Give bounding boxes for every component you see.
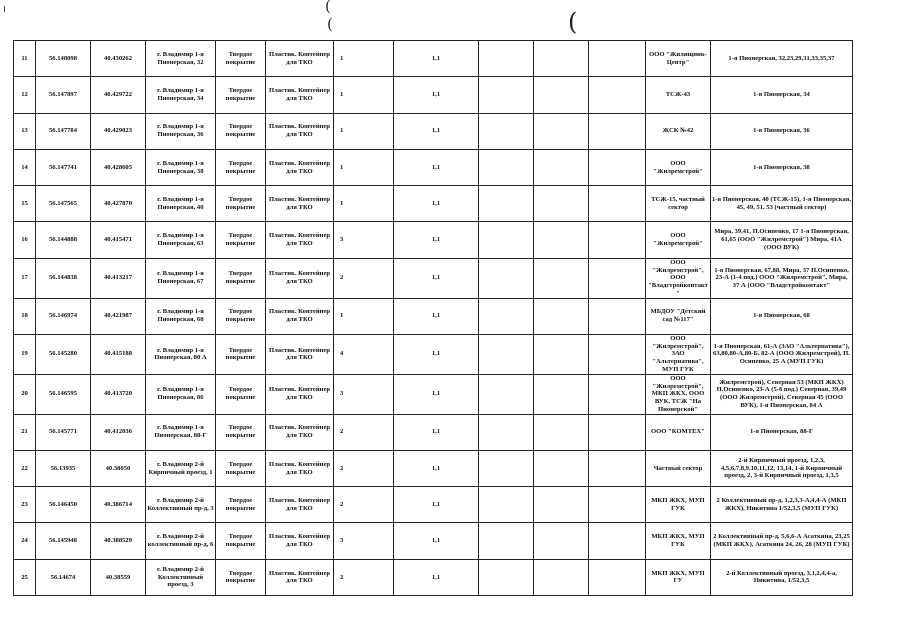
empty-cell [479,149,534,185]
empty-cell [589,414,646,450]
waste-sources-cell: 2 Коллективный пр-д, 1,2,3,3-А,4,4-А (МКП ЖКХ), Никитина 1/52,3,5 (МУП ГУК) [711,487,853,523]
latitude-cell: 56.145948 [36,523,91,559]
scan-marks [0,0,905,40]
address-cell: г. Владимир 1-я Пионерская, 88-Г [146,414,216,450]
owner-cell: ООО "Жилищник-Центр" [646,41,711,77]
empty-cell [534,298,589,334]
longitude-cell: 40.415188 [91,334,146,374]
row-number-cell: 19 [14,334,36,374]
latitude-cell: 56.146595 [36,374,91,414]
address-cell: г. Владимир 1-я Пионерская, 38 [146,149,216,185]
table-row [14,334,853,374]
surface-type-cell: Твердое покрытие [216,41,266,77]
row-number-cell: 21 [14,414,36,450]
longitude-cell: 40.386714 [91,487,146,523]
latitude-cell: 56.147565 [36,186,91,222]
container-type-cell: Пластик. Контейнер для ТКО [266,374,334,414]
empty-cell [534,334,589,374]
latitude-cell: 56.144838 [36,258,91,298]
row-number-cell: 22 [14,450,36,486]
table-row [14,222,853,258]
surface-type-cell: Твердое покрытие [216,258,266,298]
table-row [14,298,853,334]
owner-cell: МКП ЖКХ, МУП ГУК [646,523,711,559]
empty-cell [589,186,646,222]
waste-sources-cell: 1-я Пионерская, 68 [711,298,853,334]
waste-sources-cell: 1-я Пионерская, 32,23,29,31,33,35,37 [711,41,853,77]
empty-cell [479,334,534,374]
scan-tick-mark [4,6,5,12]
empty-cell [534,258,589,298]
owner-cell: ООО "Жилремстрой", МКП ЖКХ, ООО ВУК, ТСЖ "На Пионерской" [646,374,711,414]
empty-cell [589,77,646,113]
address-cell: г. Владимир 1-я Пионерская, 34 [146,77,216,113]
empty-cell [534,559,589,595]
table-row [14,258,853,298]
surface-type-cell: Твердое покрытие [216,414,266,450]
table-row [14,450,853,486]
empty-cell [479,222,534,258]
latitude-cell: 56.144888 [36,222,91,258]
waste-sources-cell: 1-я Пионерская, 40 (ТСЖ-15), 1-я Пионерская, 45, 49, 51, 53 (частный сектор) [711,186,853,222]
container-type-cell: Пластик. Контейнер для ТКО [266,334,334,374]
longitude-cell: 40.412036 [91,414,146,450]
empty-cell [589,487,646,523]
waste-sources-cell: 1-я Пионерская, 61-А (ЗАО "Альтернатива"), 63,80,80-А,80-Б, 82-А (ООО Жилремстрой), П. Осипенко, 25 А (МУП ГУК) [711,334,853,374]
table-row [14,149,853,185]
row-number-cell: 16 [14,222,36,258]
container-volume-cell: 1,1 [394,298,479,334]
waste-sources-cell: 2-й Кирпичный проезд, 1,2,3, 4,5,6,7,8,9,10,11,12, 13,14, 1-й Кирпичный проезд, 2, 3-й Кирпичный проезд, 1,3,5 [711,450,853,486]
container-volume-cell: 1,1 [394,222,479,258]
empty-cell [479,559,534,595]
table-row [14,559,853,595]
surface-type-cell: Твердое покрытие [216,186,266,222]
owner-cell: ООО "КОМТЕХ" [646,414,711,450]
empty-cell [589,149,646,185]
latitude-cell: 56.146450 [36,487,91,523]
empty-cell [589,222,646,258]
container-count-cell: 3 [334,222,394,258]
longitude-cell: 40.430262 [91,41,146,77]
owner-cell: ООО "Жилремстрой" [646,149,711,185]
container-count-cell: 1 [334,77,394,113]
empty-cell [479,523,534,559]
address-cell: г. Владимир 2-й коллективный пр-д, 6 [146,523,216,559]
container-volume-cell: 1,1 [394,374,479,414]
longitude-cell: 40.429722 [91,77,146,113]
container-volume-cell: 1,1 [394,41,479,77]
surface-type-cell: Твердое покрытие [216,298,266,334]
owner-cell: МКП ЖКХ, МУП ГУК [646,487,711,523]
owner-cell: ООО "Жилремстрой" [646,222,711,258]
waste-sources-cell: 2 Коллективный пр-д, 5,6,6-А Асаткина, 23,25 (МКП ЖКХ), Асаткина 24, 26, 28 (МУП ГУК) [711,523,853,559]
owner-cell: МКП ЖКХ, МУП ГУ [646,559,711,595]
latitude-cell: 56.148098 [36,41,91,77]
container-volume-cell: 1,1 [394,77,479,113]
longitude-cell: 40.427870 [91,186,146,222]
container-volume-cell: 1,1 [394,487,479,523]
empty-cell [589,298,646,334]
table-row [14,414,853,450]
container-type-cell: Пластик. Контейнер для ТКО [266,450,334,486]
punch-hole-mark-3: ( [568,8,578,36]
longitude-cell: 40.415471 [91,222,146,258]
container-type-cell: Пластик. Контейнер для ТКО [266,113,334,149]
waste-sources-cell: Жилремстрой), Северная 53 (МКП ЖКХ) П.Осипенко, 23-А (5-6 под.) Северная, 39,49 (ООО Жилремстрой), Северная 45 (ООО ВУК), 1-я Пионерская, 84 А [711,374,853,414]
row-number-cell: 12 [14,77,36,113]
empty-cell [479,113,534,149]
row-number-cell: 18 [14,298,36,334]
container-count-cell: 2 [334,414,394,450]
address-cell: г. Владимир 1-я Пионерская, 40 [146,186,216,222]
address-cell: г. Владимир 1-я Пионерская, 36 [146,113,216,149]
row-number-cell: 24 [14,523,36,559]
empty-cell [479,374,534,414]
table-row [14,113,853,149]
container-type-cell: Пластик. Контейнер для ТКО [266,41,334,77]
container-count-cell: 2 [334,450,394,486]
row-number-cell: 13 [14,113,36,149]
surface-type-cell: Твердое покрытие [216,559,266,595]
container-volume-cell: 1,1 [394,149,479,185]
surface-type-cell: Твердое покрытие [216,113,266,149]
longitude-cell: 40.413720 [91,374,146,414]
row-number-cell: 14 [14,149,36,185]
container-count-cell: 2 [334,559,394,595]
longitude-cell: 40.38559 [91,559,146,595]
row-number-cell: 25 [14,559,36,595]
empty-cell [589,334,646,374]
table-row [14,487,853,523]
container-type-cell: Пластик. Контейнер для ТКО [266,186,334,222]
container-count-cell: 2 [334,487,394,523]
latitude-cell: 56.145771 [36,414,91,450]
surface-type-cell: Твердое покрытие [216,334,266,374]
owner-cell: Частный сектор [646,450,711,486]
empty-cell [479,258,534,298]
empty-cell [479,298,534,334]
table-row [14,77,853,113]
container-type-cell: Пластик. Контейнер для ТКО [266,559,334,595]
container-volume-cell: 1,1 [394,450,479,486]
row-number-cell: 17 [14,258,36,298]
empty-cell [479,487,534,523]
container-volume-cell: 1,1 [394,186,479,222]
longitude-cell: 40.421987 [91,298,146,334]
table-row [14,523,853,559]
longitude-cell: 40.38050 [91,450,146,486]
empty-cell [479,77,534,113]
container-count-cell: 1 [334,149,394,185]
owner-cell: МБДОУ "Детский сад №117" [646,298,711,334]
waste-sources-cell: 1-я Пионерская, 38 [711,149,853,185]
owner-cell: ТСЖ-15, частный сектор [646,186,711,222]
address-cell: г. Владимир 1-я Пионерская, 32 [146,41,216,77]
row-number-cell: 11 [14,41,36,77]
container-count-cell: 3 [334,523,394,559]
container-type-cell: Пластик. Контейнер для ТКО [266,414,334,450]
container-type-cell: Пластик. Контейнер для ТКО [266,523,334,559]
empty-cell [589,113,646,149]
container-type-cell: Пластик. Контейнер для ТКО [266,487,334,523]
container-volume-cell: 1,1 [394,334,479,374]
punch-hole-mark-2: ( [327,15,333,33]
surface-type-cell: Твердое покрытие [216,374,266,414]
empty-cell [589,523,646,559]
address-cell: г. Владимир 2-й Коллективный проезд, 3 [146,559,216,595]
latitude-cell: 56.145280 [36,334,91,374]
address-cell: г. Владимир 1-я Пионерская, 80 А [146,334,216,374]
empty-cell [534,450,589,486]
latitude-cell: 56.13935 [36,450,91,486]
empty-cell [589,374,646,414]
surface-type-cell: Твердое покрытие [216,523,266,559]
latitude-cell: 56.146974 [36,298,91,334]
waste-sources-cell: 1-я Пионерская, 67,88, Мира, 37 П.Осипенко, 23-А (1-4 под.) ООО "Жилремстрой", Мира, 37 А (ООО "Владстройконтакт" [711,258,853,298]
empty-cell [589,450,646,486]
waste-sources-cell: 1-я Пионерская, 36 [711,113,853,149]
container-volume-cell: 1,1 [394,559,479,595]
empty-cell [589,258,646,298]
container-type-cell: Пластик. Контейнер для ТКО [266,149,334,185]
container-volume-cell: 1,1 [394,523,479,559]
owner-cell: ООО "Жилремстрой", ЗАО "Альтернатива", МУП ГУК [646,334,711,374]
surface-type-cell: Твердое покрытие [216,450,266,486]
longitude-cell: 40.388529 [91,523,146,559]
empty-cell [479,186,534,222]
container-type-cell: Пластик. Контейнер для ТКО [266,298,334,334]
waste-sources-cell: Мира, 39,41, П.Осипенко, 17 1-я Пионерская, 61,65 (ООО "Жилремстрой") Мира, 41А (ООО ВУК) [711,222,853,258]
address-cell: г. Владимир 1-я Пионерская, 86 [146,374,216,414]
empty-cell [534,374,589,414]
longitude-cell: 40.429023 [91,113,146,149]
empty-cell [479,414,534,450]
address-cell: г. Владимир 1-я Пионерская, 68 [146,298,216,334]
container-count-cell: 1 [334,113,394,149]
empty-cell [589,41,646,77]
container-type-cell: Пластик. Контейнер для ТКО [266,77,334,113]
empty-cell [589,559,646,595]
surface-type-cell: Твердое покрытие [216,222,266,258]
address-cell: г. Владимир 2-й Кирпичный проезд, 1 [146,450,216,486]
longitude-cell: 40.428605 [91,149,146,185]
surface-type-cell: Твердое покрытие [216,149,266,185]
empty-cell [534,487,589,523]
address-cell: г. Владимир 1-я Пионерская, 67 [146,258,216,298]
container-volume-cell: 1,1 [394,258,479,298]
empty-cell [534,149,589,185]
empty-cell [534,186,589,222]
container-count-cell: 3 [334,374,394,414]
waste-sites-table [13,40,853,596]
empty-cell [534,41,589,77]
empty-cell [534,113,589,149]
empty-cell [534,523,589,559]
waste-sources-cell: 2-й Коллективный проезд, 3,1,2,4,4-а, Никитина, 1/52,3,5 [711,559,853,595]
owner-cell: ООО "Жилремстрой", ООО "Владстройконтакт" [646,258,711,298]
table-row [14,41,853,77]
container-count-cell: 1 [334,186,394,222]
waste-sources-cell: 1-я Пионерская, 88-Г [711,414,853,450]
surface-type-cell: Твердое покрытие [216,487,266,523]
latitude-cell: 56.147897 [36,77,91,113]
address-cell: г. Владимир 2-й Коллективный пр-д, 3 [146,487,216,523]
empty-cell [534,77,589,113]
address-cell: г. Владимир 1-я Пионерская, 63 [146,222,216,258]
container-type-cell: Пластик. Контейнер для ТКО [266,258,334,298]
container-volume-cell: 1,1 [394,113,479,149]
row-number-cell: 23 [14,487,36,523]
empty-cell [479,41,534,77]
row-number-cell: 15 [14,186,36,222]
container-count-cell: 1 [334,298,394,334]
container-type-cell: Пластик. Контейнер для ТКО [266,222,334,258]
surface-type-cell: Твердое покрытие [216,77,266,113]
latitude-cell: 56.14674 [36,559,91,595]
waste-sources-cell: 1-я Пионерская, 34 [711,77,853,113]
container-count-cell: 1 [334,41,394,77]
container-count-cell: 4 [334,334,394,374]
owner-cell: ТСЖ-43 [646,77,711,113]
table-row [14,186,853,222]
empty-cell [534,222,589,258]
container-count-cell: 2 [334,258,394,298]
owner-cell: ЖСК №42 [646,113,711,149]
row-number-cell: 20 [14,374,36,414]
container-volume-cell: 1,1 [394,414,479,450]
latitude-cell: 56.147741 [36,149,91,185]
punch-hole-mark-1: ( [325,0,331,15]
empty-cell [534,414,589,450]
table-row [14,374,853,414]
empty-cell [479,450,534,486]
longitude-cell: 40.413217 [91,258,146,298]
latitude-cell: 56.147784 [36,113,91,149]
